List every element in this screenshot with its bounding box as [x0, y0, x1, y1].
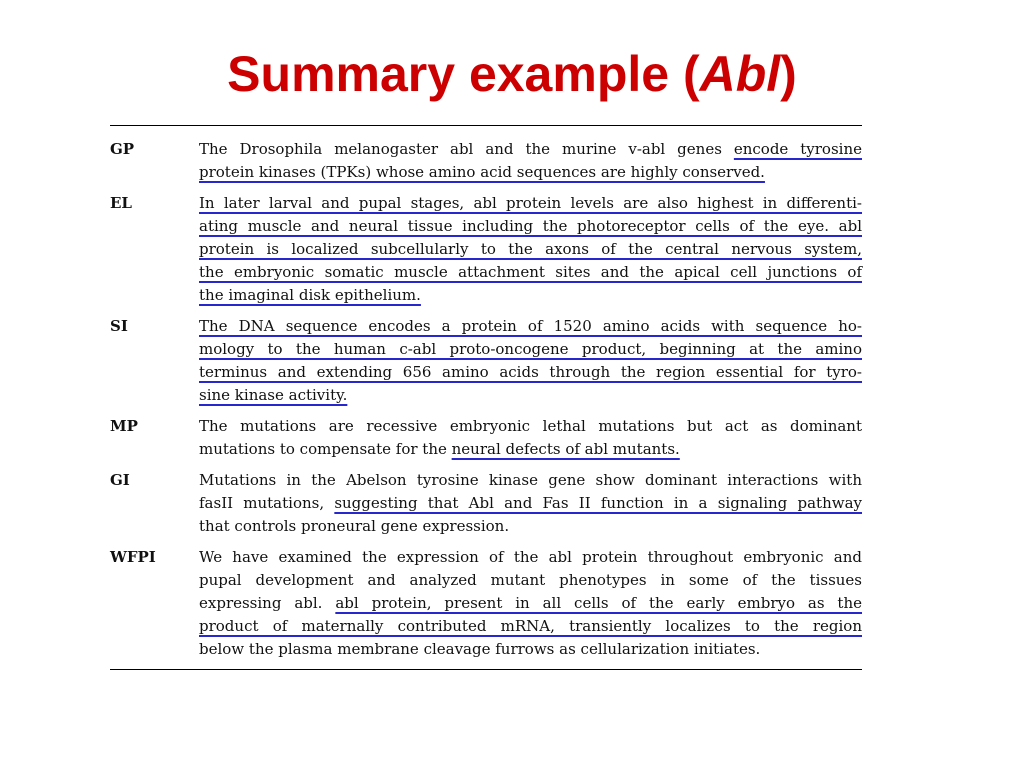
text-line	[199, 261, 862, 284]
text-line	[199, 438, 862, 461]
underlined-segment: mology to the human c-abl proto-oncogene product, beginning at the amino	[199, 340, 862, 358]
text-line	[199, 284, 862, 307]
title-italic-gene: Abl	[699, 46, 781, 102]
row-el	[110, 192, 862, 307]
text-line	[199, 638, 862, 661]
row-code: MP	[110, 417, 138, 435]
underlined-segment: In later larval and pupal stages, abl protein levels are also highest in differenti-	[199, 194, 862, 212]
row-si	[110, 315, 862, 407]
underlined-segment: product of maternally contributed mRNA, transiently localizes to the region	[199, 617, 862, 635]
text-segment: The Drosophila melanogaster abl and the murine v-abl genes	[199, 140, 734, 158]
text-line	[199, 238, 862, 261]
text-segment: Mutations in the Abelson tyrosine kinase gene show dominant interactions with	[199, 471, 862, 489]
text-line	[199, 361, 862, 384]
underlined-segment: The DNA sequence encodes a protein of 1520 amino acids with sequence ho-	[199, 317, 862, 335]
text-line	[199, 384, 862, 407]
text-line	[199, 546, 862, 569]
text-segment: below the plasma membrane cleavage furrows as cellularization initiates.	[199, 640, 761, 658]
row-mp	[110, 415, 862, 461]
text-segment: that controls proneural gene expression.	[199, 517, 510, 535]
text-line	[199, 215, 862, 238]
text-segment: We have examined the expression of the abl protein throughout embryonic and	[199, 548, 862, 566]
underlined-segment: protein kinases (TPKs) whose amino acid sequences are highly conserved.	[199, 163, 765, 181]
row-code: WFPI	[110, 548, 156, 566]
underlined-segment: protein is localized subcellularly to the axons of the central nervous system,	[199, 240, 862, 258]
row-text	[199, 138, 862, 184]
row-code: GP	[110, 140, 135, 158]
underlined-segment: neural defects of abl mutants.	[451, 440, 680, 458]
text-line	[199, 615, 862, 638]
text-segment: pupal development and analyzed mutant phenotypes in some of the tissues	[199, 571, 862, 589]
summary-table	[110, 125, 862, 670]
underlined-segment: suggesting that Abl and Fas II function in a signaling pathway	[334, 494, 862, 512]
row-wfpi	[110, 546, 862, 661]
text-segment: fasII mutations,	[199, 494, 335, 512]
title-main: Summary example (	[227, 46, 700, 102]
underlined-segment: sine kinase activity.	[199, 386, 348, 404]
underlined-segment: the embryonic somatic muscle attachment sites and the apical cell junctions of	[199, 263, 862, 281]
underlined-segment: the imaginal disk epithelium.	[199, 286, 421, 304]
text-segment: mutations to compensate for the	[199, 440, 452, 458]
text-line	[199, 192, 862, 215]
row-gp	[110, 138, 862, 184]
text-line	[199, 569, 862, 592]
row-code: GI	[110, 471, 130, 489]
title-close: )	[780, 46, 797, 102]
row-text	[199, 315, 862, 407]
row-gi	[110, 469, 862, 538]
text-line	[199, 415, 862, 438]
text-line	[199, 338, 862, 361]
text-line	[199, 315, 862, 338]
row-text	[199, 192, 862, 307]
underlined-segment: terminus and extending 656 amino acids through the region essential for tyro-	[199, 363, 862, 381]
row-text	[199, 546, 862, 661]
underlined-segment: encode tyrosine	[733, 140, 862, 158]
row-text	[199, 415, 862, 461]
text-line	[199, 161, 862, 184]
text-line	[199, 492, 862, 515]
text-line	[199, 515, 862, 538]
slide-title	[0, 44, 1024, 104]
text-segment: expressing abl.	[199, 594, 336, 612]
underlined-segment: ating muscle and neural tissue including the photoreceptor cells of the eye. abl	[199, 217, 862, 235]
text-segment: The mutations are recessive embryonic lethal mutations but act as dominant	[199, 417, 862, 435]
text-line	[199, 138, 862, 161]
row-code: EL	[110, 194, 132, 212]
text-line	[199, 592, 862, 615]
row-code: SI	[110, 317, 128, 335]
underlined-segment: abl protein, present in all cells of the early embryo as the	[335, 594, 862, 612]
row-text	[199, 469, 862, 538]
text-line	[199, 469, 862, 492]
